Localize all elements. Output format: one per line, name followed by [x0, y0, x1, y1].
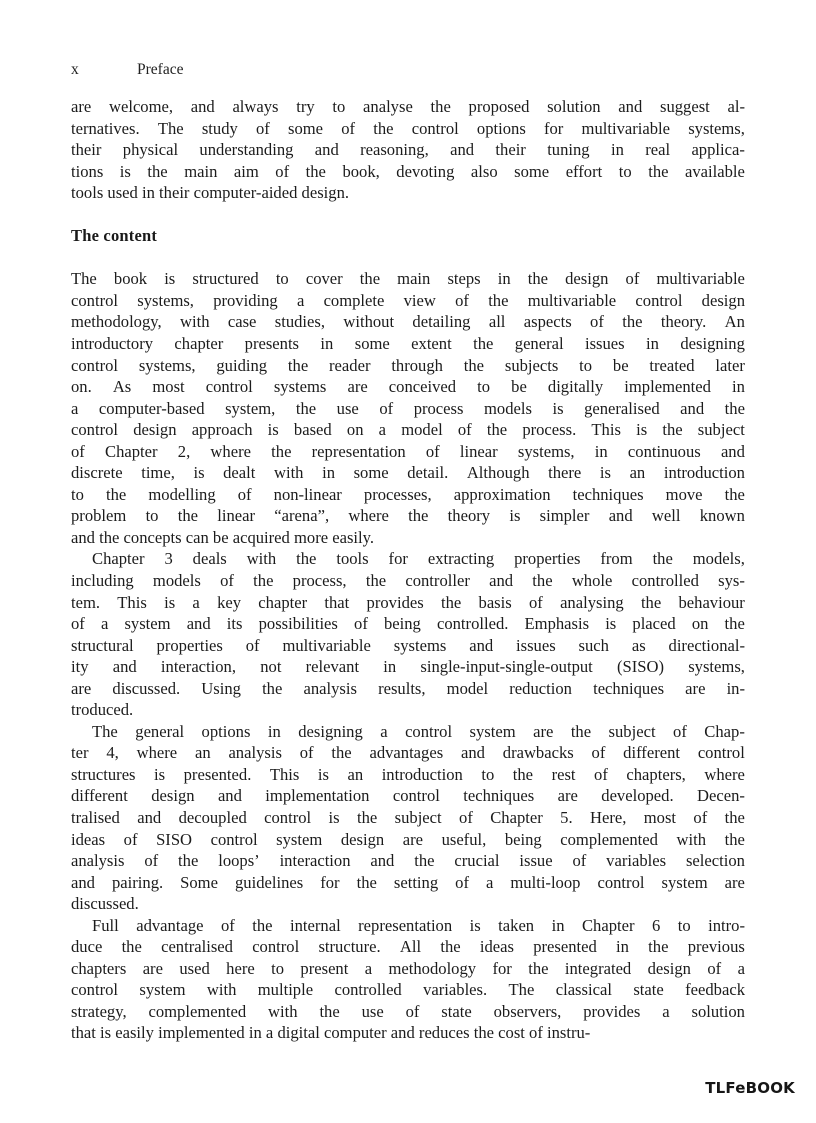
paragraph-4	[71, 721, 745, 915]
text-line: chapters are used here to present a methodology for the integrated design of a	[71, 958, 745, 978]
text-line: tools used in their computer-aided design.	[71, 183, 350, 203]
text-line: analysis of the loops’ interaction and the crucial issue of variables selection	[71, 851, 745, 871]
text-line: strategy, complemented with the use of state observers, provides a solution	[71, 1001, 745, 1021]
text-line: of Chapter 2, where the representation of linear systems, in continuous and	[71, 441, 745, 461]
text-line: a computer-based system, the use of process models is generalised and the	[71, 398, 745, 418]
text-line: ternatives. The study of some of the control options for multivariable systems,	[71, 118, 745, 138]
text-line: control design approach is based on a model of the process. This is the subject	[71, 420, 745, 440]
text-line: Chapter 3 deals with the tools for extracting properties from the models,	[92, 549, 745, 569]
paragraph-1	[71, 96, 745, 204]
text-line: ter 4, where an analysis of the advantages and drawbacks of different control	[71, 743, 745, 763]
text-line: troduced.	[71, 700, 134, 720]
text-line: structures is presented. This is an introduction to the rest of chapters, where	[71, 764, 745, 784]
text-line: ideas of SISO control system design are useful, being complemented with the	[71, 829, 745, 849]
text-line: The general options in designing a control system are the subject of Chap-	[92, 721, 745, 741]
text-line: control system with multiple controlled variables. The classical state feedback	[71, 980, 745, 1000]
body-text-block	[71, 96, 745, 1044]
paragraph-3	[71, 548, 745, 720]
text-line: problem to the linear “arena”, where the theory is simpler and well known	[71, 506, 745, 526]
text-line: control systems, guiding the reader through the subjects to be treated later	[71, 355, 745, 375]
running-head-title: Preface	[137, 61, 184, 78]
text-line: duce the centralised control structure. All the ideas presented in the previous	[71, 937, 745, 957]
tlfebook-watermark: TLFeBOOK	[705, 1079, 795, 1097]
text-line: tions is the main aim of the book, devoting also some effort to the available	[71, 161, 745, 181]
text-line: discussed.	[71, 894, 139, 914]
text-line: are welcome, and always try to analyse the proposed solution and suggest al-	[71, 97, 745, 116]
text-line: of a system and its possibilities of being controlled. Emphasis is placed on the	[71, 614, 745, 634]
paragraph-5	[71, 915, 745, 1044]
text-line: tralised and decoupled control is the subject of Chapter 5. Here, most of the	[71, 808, 745, 827]
text-line: control systems, providing a complete view of the multivariable control design	[71, 290, 745, 310]
paragraph-2	[71, 268, 745, 548]
running-head	[71, 59, 744, 81]
text-line: discrete time, is dealt with in some detail. Although there is an introduction	[71, 463, 745, 483]
text-line: structural properties of multivariable systems and issues such as directional-	[71, 635, 745, 655]
text-line: introductory chapter presents in some extent the general issues in designing	[71, 333, 745, 353]
section-heading-the-content: The content	[71, 225, 158, 245]
text-line: that is easily implemented in a digital computer and reduces the cost of instru-	[71, 1023, 591, 1043]
text-line: and the concepts can be acquired more easily.	[71, 527, 375, 547]
text-line: and pairing. Some guidelines for the setting of a multi-loop control system are	[71, 872, 745, 892]
text-line: different design and implementation control techniques are developed. Decen-	[71, 786, 745, 806]
text-line: are discussed. Using the analysis results, model reduction techniques are in-	[71, 678, 745, 698]
text-line: Full advantage of the internal representation is taken in Chapter 6 to intro-	[92, 915, 745, 935]
page-number: x	[71, 61, 79, 78]
text-line: methodology, with case studies, without detailing all aspects of the theory. An	[71, 312, 745, 332]
text-line: to the modelling of non-linear processes, approximation techniques move the	[71, 484, 745, 504]
text-line: ity and interaction, not relevant in single-input-single-output (SISO) systems,	[71, 657, 745, 677]
text-line: on. As most control systems are conceived to be digitally implemented in	[71, 377, 745, 397]
text-line: including models of the process, the controller and the whole controlled sys-	[71, 570, 745, 590]
text-line: The book is structured to cover the main steps in the design of multivariable	[71, 269, 745, 289]
text-line: their physical understanding and reasoning, and their tuning in real applica-	[71, 140, 745, 160]
text-line: tem. This is a key chapter that provides the basis of analysing the behaviour	[71, 592, 745, 612]
